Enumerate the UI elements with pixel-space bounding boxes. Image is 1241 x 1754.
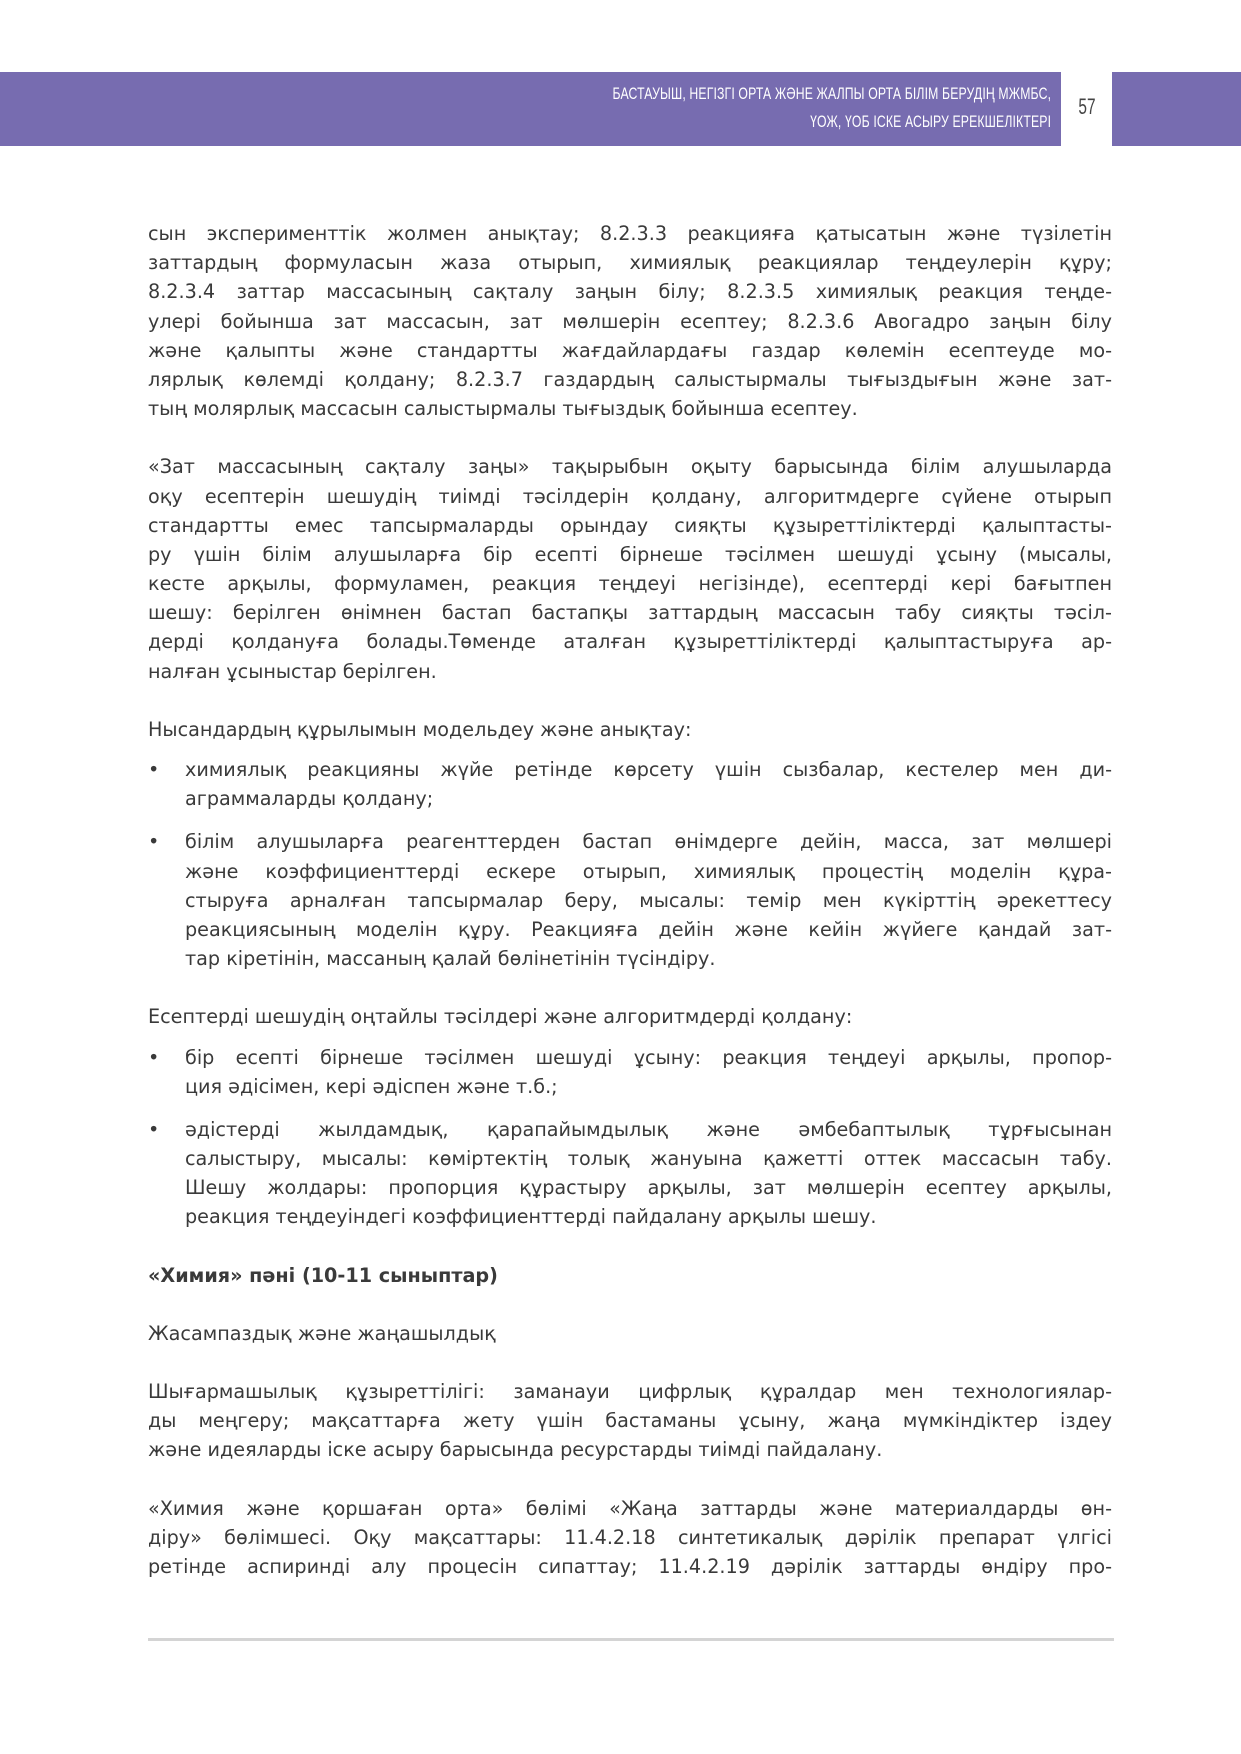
running-header-line-2: ҮОЖ, ҮОБ ІСКЕ АСЫРУ ЕРЕКШЕЛІКТЕРІ [809,112,1051,131]
text-line: Нысандардың құрылымын модельдеу және анықтау: [148,717,692,741]
text-line: ды меңгеру; мақсаттарға жету үшін бастаманы ұсыну, жаңа мүмкіндіктер іздеу [148,1409,1112,1433]
section-heading-chemistry [148,1261,1112,1290]
paragraph-creative-competence [148,1377,1112,1465]
text-line: салыстыру, мысалы: көміртектің толық жануына қажетті оттек массасын табу. [185,1147,1112,1171]
text-line: стандартты емес тапсырмаларды орындау сияқты құзыреттіліктерді қалыптасты- [148,513,1112,537]
text-line: Есептерді шешудің оңтайлы тәсілдері және алгоритмдерді қолдану: [148,1005,853,1029]
bullet-list-modeling [148,755,1112,973]
page-body [148,219,1112,1610]
running-header [612,80,1051,136]
text-line: реакциясының моделін құру. Реакцияға дейін және кейін жүйеге қандай зат- [185,917,1112,941]
text-line: кесте арқылы, формуламен, реакция теңдеуі негізінде), есептерді кері бағытпен [148,572,1112,596]
text-line: реакция теңдеуіндегі коэффициенттерді пайдалану арқылы шешу. [185,1205,877,1229]
text-line: Жасампаздық және жаңашылдық [148,1321,496,1345]
bullet-icon: • [148,1045,160,1069]
text-line: және қалыпты және стандартты жағдайлардағы газдар көлемін есептеуде мо- [148,338,1112,362]
list-item [148,1043,1112,1101]
paragraph-mass-conservation [148,452,1112,686]
paragraph-modeling-intro [148,715,1112,744]
bullet-icon: • [148,1117,160,1141]
text-line: шешу: берілген өнімнен бастап бастапқы заттардың массасын табу сияқты тәсіл- [148,601,1112,625]
text-line: және коэффициенттерді ескере отырып, химиялық процестің моделін құра- [185,859,1112,883]
text-line: Шығармашылық құзыреттілігі: заманауи цифрлық құралдар мен технологиялар- [148,1380,1112,1403]
text-line: лярлық көлемді қолдану; 8.2.3.7 газдардың салыстырмалы тығыздығын және зат- [148,367,1112,391]
text-line: «Зат массасының сақталу заңы» тақырыбын оқыту барысында білім алушыларда [148,455,1112,479]
text-line: діру» бөлімшесі. Оқу мақсаттары: 11.4.2.18 синтетикалық дәрілік препарат үлгісі [148,1525,1112,1549]
text-line: химиялық реакцияны жүйе ретінде көрсету үшін сызбалар, кестелер мен ди- [185,758,1112,781]
text-line: бір есепті бірнеше тәсілмен шешуді ұсыну: реакция теңдеуі арқылы, пропор- [185,1045,1112,1069]
text-line: әдістерді жылдамдық, қарапайымдылық және әмбебаптылық тұрғысынан [185,1117,1112,1141]
text-line: 8.2.3.4 заттар массасының сақталу заңын білу; 8.2.3.5 химиялық реакция теңде- [148,280,1112,304]
list-item [148,827,1112,973]
text-line: ру үшін білім алушыларға бір есепті бірнеше тәсілмен шешуді ұсыну (мысалы, [148,542,1112,566]
text-line: улері бойынша зат массасын, зат мөлшерін есептеу; 8.2.3.6 Авогадро заңын білу [148,309,1112,333]
paragraph-algorithms-intro [148,1002,1112,1031]
text-line: білім алушыларға реагенттерден бастап өнімдерге дейін, масса, зат мөлшері [185,830,1112,854]
list-item [148,755,1112,813]
text-line: ретінде аспиринді алу процесін сипаттау; 11.4.2.19 дәрілік заттарды өндіру про- [148,1554,1112,1578]
text-line: ция әдісімен, кері әдіспен және т.б.; [185,1074,558,1098]
text-line: тың молярлық массасын салыстырмалы тығыздық бойынша есептеу. [148,397,858,421]
header-accent-block [1112,72,1241,146]
text-line: заттардың формуласын жаза отырып, химиялық реакциялар теңдеулерін құру; [148,251,1112,275]
text-line: стыруға арналған тапсырмалар беру, мысалы: темір мен күкірттің әрекеттесу [185,888,1112,912]
paragraph-environment-section [148,1494,1112,1582]
text-line: налған ұсыныстар берілген. [148,659,437,683]
text-line: дерді қолдануға болады.Төменде аталған құзыреттіліктерді қалыптастыруға ар- [148,630,1112,654]
bullet-list-algorithms [148,1043,1112,1232]
list-item [148,1115,1112,1232]
bullet-icon: • [148,830,160,854]
text-line: сын эксперименттік жолмен анықтау; 8.2.3.3 реакцияға қатысатын және түзілетін [148,222,1112,245]
running-header-line-1: БАСТАУЫШ, НЕГІЗГІ ОРТА ЖӘНЕ ЖАЛПЫ ОРТА БІЛІМ БЕРУДІҢ МЖМБС, [612,84,1051,103]
text-line: аграммаларды қолдану; [185,787,434,811]
text-line: Шешу жолдары: пропорция құрастыру арқылы, зат мөлшерін есептеу арқылы, [185,1176,1112,1200]
text-line: және идеяларды іске асыру барысында ресурстарды тиімді пайдалану. [148,1438,883,1462]
text-line: «Химия және қоршаған орта» бөлімі «Жаңа заттарды және материалдарды өн- [148,1496,1112,1520]
page-number: 57 [1078,94,1096,119]
bullet-icon: • [148,758,160,781]
paragraph-learning-objectives [148,219,1112,423]
text-line: тар кіретінін, массаның қалай бөлінетінін түсіндіру. [185,947,716,971]
paragraph-creativity [148,1319,1112,1348]
section-heading: «Химия» пәні (10-11 сыныптар) [148,1263,498,1287]
text-line: оқу есептерін шешудің тиімді тәсілдерін қолдану, алгоритмдерге сүйене отырып [148,484,1112,508]
footer-divider [148,1638,1114,1641]
